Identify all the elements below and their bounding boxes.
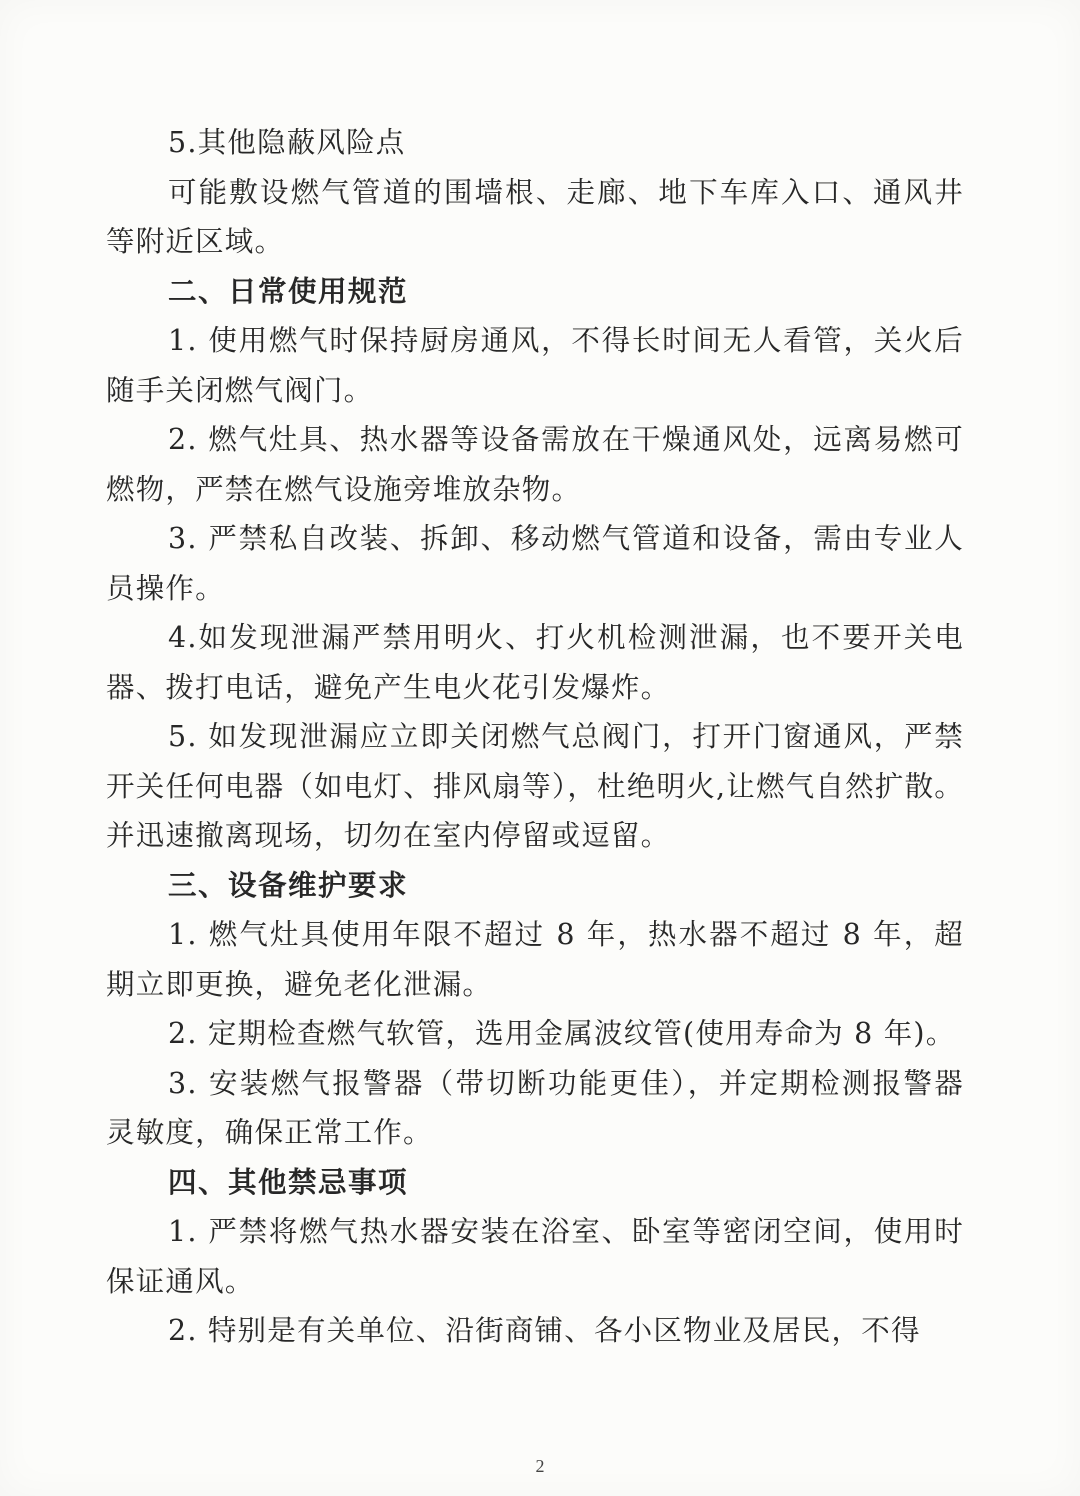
paragraph: 1. 燃气灶具使用年限不超过 8 年，热水器不超过 8 年，超期立即更换，避免老化泄漏。 xyxy=(106,918,964,1001)
document-body xyxy=(106,118,964,1356)
paragraph: 2. 定期检查燃气软管，选用金属波纹管(使用寿命为 8 年)。 xyxy=(168,1017,956,1050)
section-heading: 二、日常使用规范 xyxy=(168,274,409,308)
paragraph: 5. 如发现泄漏应立即关闭燃气总阀门，打开门窗通风，严禁开关任何电器（如电灯、排风扇等），杜绝明火,让燃气自然扩散。并迅速撤离现场，切勿在室内停留或逗留。 xyxy=(106,720,964,852)
paragraph: 1. 使用燃气时保持厨房通风，不得长时间无人看管，关火后随手关闭燃气阀门。 xyxy=(106,324,964,407)
paragraph: 2. 燃气灶具、热水器等设备需放在干燥通风处，远离易燃可燃物，严禁在燃气设施旁堆放杂物。 xyxy=(106,423,964,506)
page-number: 2 xyxy=(535,1456,545,1476)
paragraph: 5.其他隐蔽风险点 xyxy=(168,126,406,159)
paragraph: 2. 特别是有关单位、沿街商铺、各小区物业及居民，不得 xyxy=(168,1314,921,1347)
section-heading: 四、其他禁忌事项 xyxy=(168,1165,409,1199)
section-heading: 三、设备维护要求 xyxy=(168,868,409,902)
paragraph: 3. 严禁私自改装、拆卸、移动燃气管道和设备，需由专业人员操作。 xyxy=(106,522,964,605)
paragraph: 3. 安装燃气报警器（带切断功能更佳），并定期检测报警器灵敏度，确保正常工作。 xyxy=(106,1066,964,1149)
paragraph: 4.如发现泄漏严禁用明火、打火机检测泄漏，也不要开关电器、拨打电话，避免产生电火花引发爆炸。 xyxy=(106,621,964,704)
paragraph: 1. 严禁将燃气热水器安装在浴室、卧室等密闭空间，使用时保证通风。 xyxy=(106,1215,964,1298)
paragraph: 可能敷设燃气管道的围墙根、走廊、地下车库入口、通风井等附近区域。 xyxy=(106,175,964,258)
